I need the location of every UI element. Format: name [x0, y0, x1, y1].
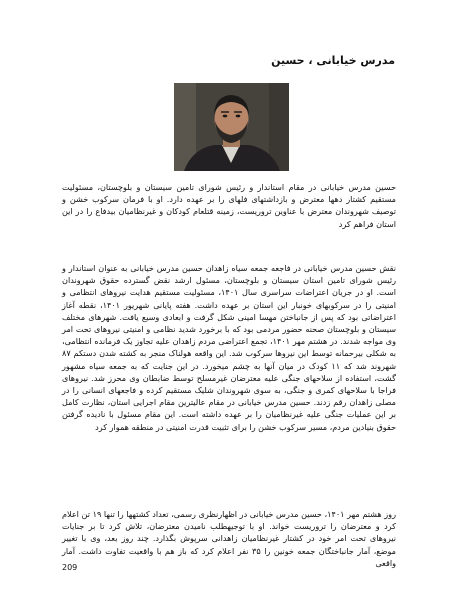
closing-paragraph: روز هشتم مهر ۱۴۰۱، حسین مدرس خیابانی در اظهارنظری رسمی، تعداد کشتهها را تنها ۱۹ تن اعلام کرد و معترضان را تروریست خواند. او با توجیهطلب نامیدن معترضان، تلاش کرد تا بر جنایات نیروهای تحت امر خود در کشتار غیرنظامیان زاهدانی سرپوش بگذارد. چند روز بعد، وی با تغییر موضع، آمار جانباختگان جمعه خونین را ۳۵ نفر اعلام کرد که باز هم با واقعیت تفاوت داشت. آمار واقعی [62, 509, 396, 568]
body-paragraph: نقش حسین مدرس خیابانی در فاجعه جمعه سیاه زاهدان حسین مدرس خیابانی به عنوان استاندار و رئیس شورای تامین استان سیستان و بلوچستان، مسئول ارشد نقض گسترده حقوق شهروندان است. او در جریان اعتراضات سراسری سال ۱۴۰۱، مسئولیت مستقیم هدایت نیروهای انتظامی و امنیتی را در سرکوبهای خونبار این استان بر عهده داشت. هفته پایانی شهریور ۱۴۰۱، نقطه آغاز اعتراضاتی بود که پس از جانباختن مهسا امینی شکل گرفت و ابعادی وسیع یافت. شهرهای مختلف سیستان و بلوچستان صحنه حضور مردمی بود که با برخورد شدید نظامی و امنیتی نیروهای تحت امر وی مواجه شدند. در هشتم مهر ۱۴۰۱، تجمع اعتراضی مردم زاهدان علیه تجاوز یک فرمانده انتظامی، به شکلی بیرحمانه توسط این نیروها سرکوب شد. این واقعه هولناک منجر به کشته شدن دستکم ۸۷ شهروند شد که ۱۱ کودک در میان آنها به چشم میخورد. در این جنایت که به جمعه سیاه مشهور گشت، استفاده از سلاحهای جنگی علیه معترضان غیرمسلح توسط ضابطان وی محرز شد. نیروهای فراجا با سلاحهای کمری و جنگی، به سوی شهروندان شلیک مستقیم کرده و فاجعهای انسانی را در مصلی زاهدان رقم زدند. حسین مدرس خیابانی در مقام عالیترین مقام اجرایی استان، نظارت کامل بر این عملیات جنگی علیه غیرنظامیان را بر عهده داشته است. این مقام مسئول با نادیده گرفتن حقوق بنیادین مردم، مسیر سرکوب خشن را برای تثبیت قدرت امنیتی در منطقه هموار کرد [62, 263, 396, 432]
portrait-photo-image [174, 83, 289, 171]
page-title: مدرس خیابانی ، حسین [271, 54, 395, 67]
portrait-photo [174, 83, 289, 171]
intro-paragraph: حسین مدرس خیابانی در مقام استاندار و رئیس شورای تامین سیستان و بلوچستان، مسئولیت مستقیم کشتار دهها معترض و بازداشتهای فلهای را بر عهده دارد. او با فرمان سرکوب خشن و توصیف شهروندان معترض با عناوین تروریست، زمینه قتلعام کودکان و غیرنظامیان بیدفاع را در این استان فراهم کرد [62, 182, 396, 229]
page-number: 209 [62, 563, 78, 572]
